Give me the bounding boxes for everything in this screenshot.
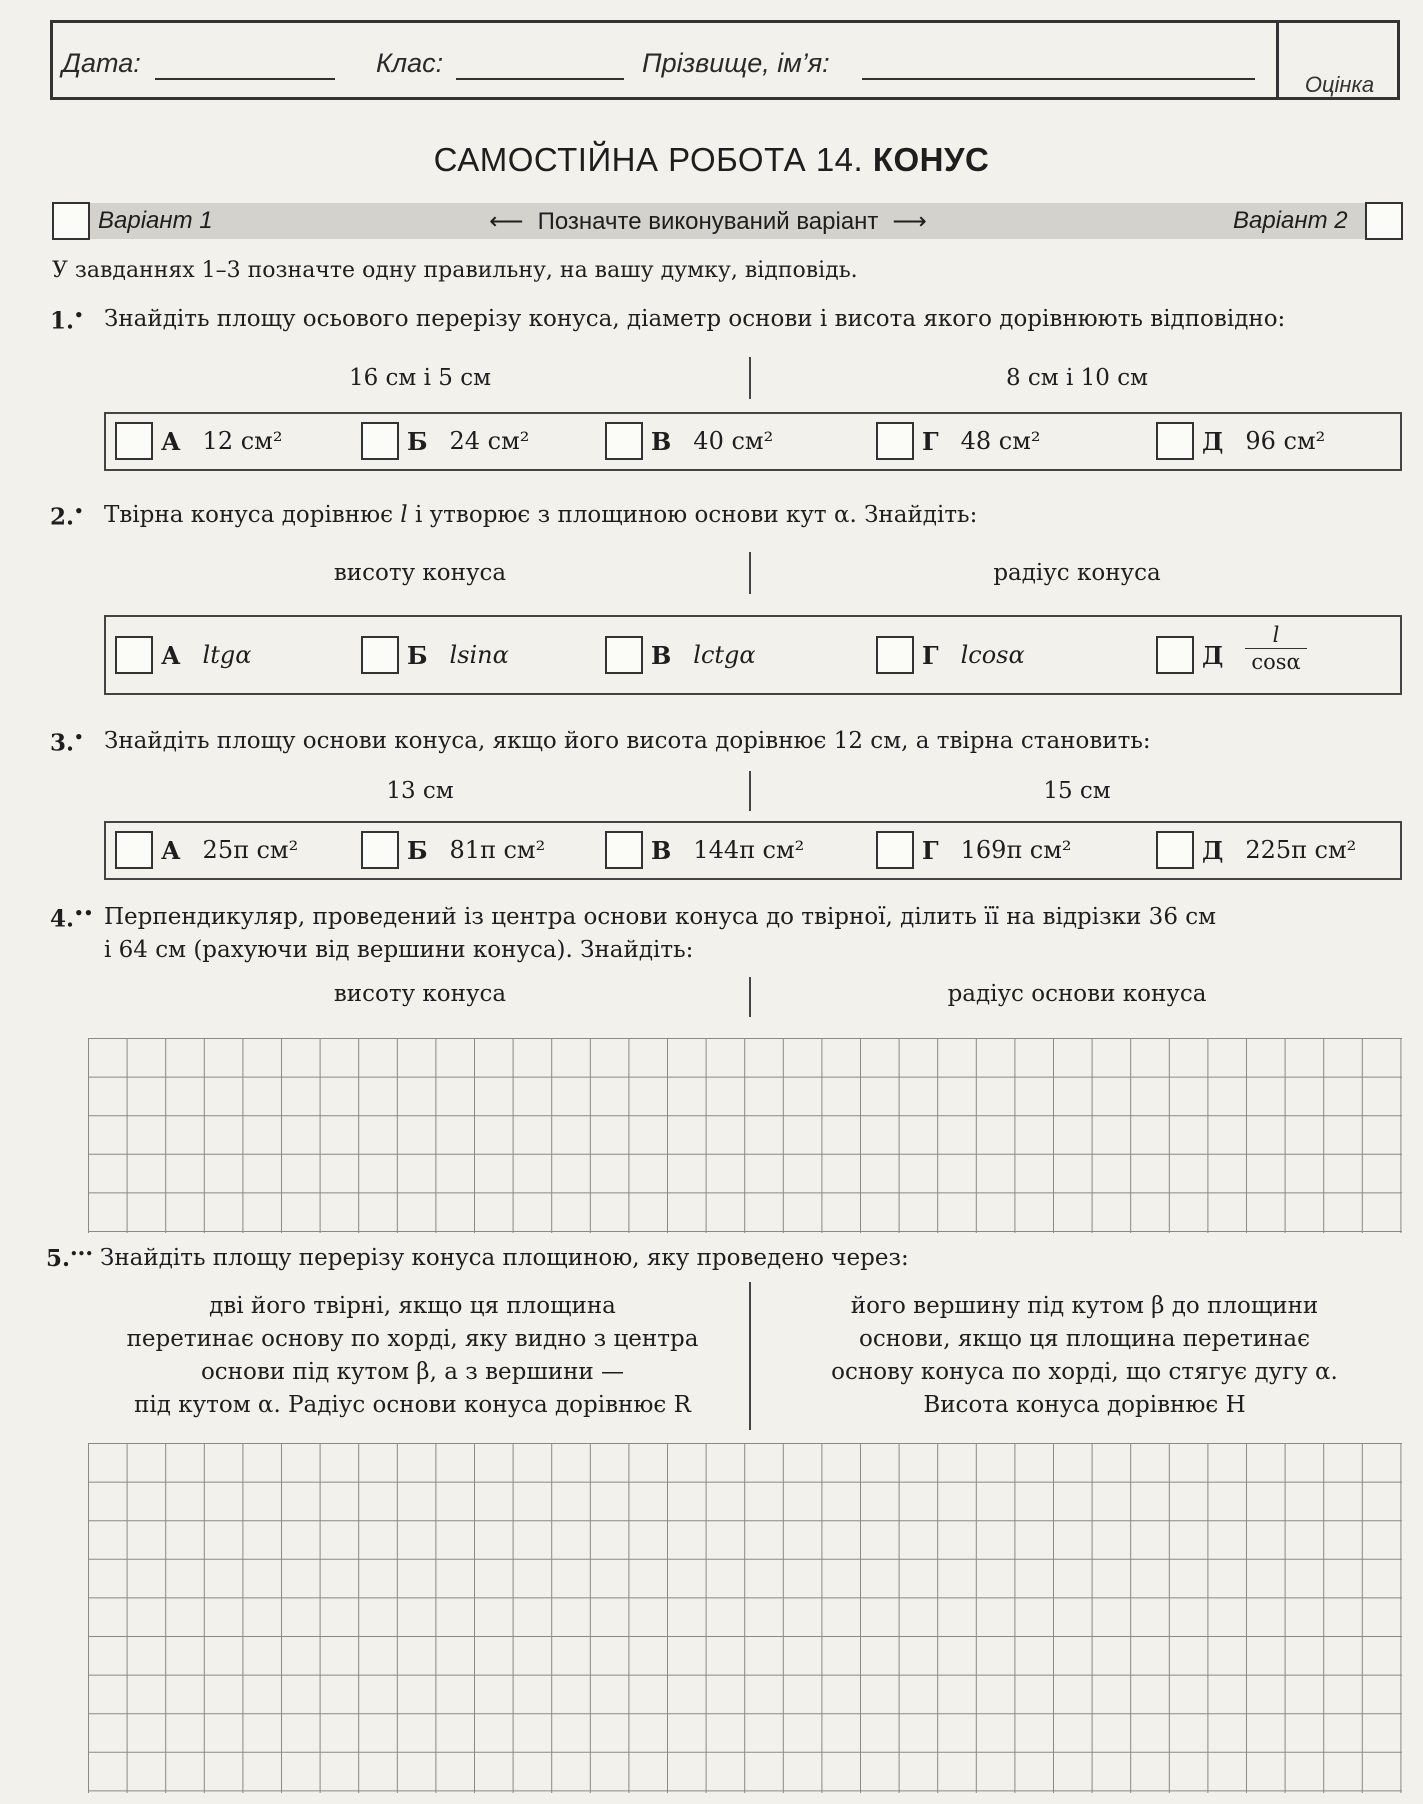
q1-option-b[interactable]: Б 24 см² (361, 422, 529, 460)
variant2-checkbox[interactable] (1365, 202, 1403, 240)
variant-instruction (402, 207, 1014, 236)
q1-option-a-checkbox[interactable] (115, 422, 153, 460)
q1-number: 1.• (50, 306, 84, 335)
q5-v1-line: перетинає основу по хорді, яку видно з центра (126, 1326, 699, 1352)
q2-option-a-checkbox[interactable] (115, 636, 153, 674)
arrow-left-icon: ⟵ (489, 208, 524, 235)
q5-variant1 (80, 1290, 745, 1422)
q4-text-line2: і 64 см (рахуючи від вершини конуса). Знайдіть: (104, 937, 694, 963)
q2-option-d[interactable]: Г lcosα (876, 636, 1025, 674)
instructions: У завданнях 1–3 позначте одну правильну, на вашу думку, відповідь. (52, 258, 858, 283)
grade-separator (1276, 20, 1279, 100)
q2-option-c[interactable]: В lctgα (605, 636, 756, 674)
variant-instruction-text: Позначте виконуваний варіант (537, 208, 879, 235)
q2-variant1: висоту конуса (333, 560, 507, 586)
title-prefix: САМОСТІЙНА РОБОТА 14. (433, 141, 864, 178)
q4-variant2: радіус основи конуса (947, 981, 1207, 1007)
q1-option-e-checkbox[interactable] (1156, 422, 1194, 460)
q3-number: 3.• (50, 728, 84, 757)
q3-option-d[interactable]: Г 169π см² (876, 831, 1072, 869)
q5-v1-line: дві його твірні, якщо ця площина (209, 1293, 616, 1319)
q5-v2-line: основу конуса по хорді, що стягує дугу α. (831, 1359, 1338, 1385)
q2-option-a[interactable]: А ltgα (115, 636, 251, 674)
q1-variant2: 8 см і 10 см (1005, 365, 1149, 391)
q3-option-e[interactable]: Д 225π см² (1156, 831, 1356, 869)
variant2-label: Варіант 2 (1233, 207, 1348, 234)
variant1-checkbox[interactable] (52, 202, 90, 240)
q1-text: Знайдіть площу осьового перерізу конуса, діаметр основи і висота якого дорівнюють відповідно: (104, 306, 1286, 332)
q1-option-b-checkbox[interactable] (361, 422, 399, 460)
q5-answer-grid[interactable] (88, 1443, 1403, 1795)
q3-option-b-checkbox[interactable] (361, 831, 399, 869)
q3-option-a[interactable]: А 25π см² (115, 831, 298, 869)
q2-option-b[interactable]: Б lsinα (361, 636, 509, 674)
q5-variant2 (752, 1290, 1417, 1422)
q2-option-e[interactable]: Д $\frac{l}{\cos\alpha}$ (1156, 624, 1307, 674)
q1-divider (749, 357, 751, 399)
q5-v2-line: основи, якщо ця площина перетинає (859, 1326, 1310, 1352)
q5-v1-line: під кутом α. Радіус основи конуса дорівнює R (134, 1392, 691, 1418)
q1-option-c[interactable]: В 40 см² (605, 422, 773, 460)
q4-text-line1: Перпендикуляр, проведений із центра основи конуса до твірної, ділить її на відрізки 36 см (104, 904, 1217, 930)
q3-option-e-checkbox[interactable] (1156, 831, 1194, 869)
q4-variant1: висоту конуса (333, 981, 507, 1007)
q5-number: 5.••• (46, 1245, 94, 1272)
q3-text: Знайдіть площу основи конуса, якщо його висота дорівнює 12 см, а твірна становить: (104, 728, 1151, 754)
q2-text: Твірна конуса дорівнює l і утворює з площиною основи кут α. Знайдіть: (104, 502, 978, 528)
q3-variant1: 13 см (386, 778, 454, 804)
q3-option-c[interactable]: В 144π см² (605, 831, 804, 869)
q1-option-c-checkbox[interactable] (605, 422, 643, 460)
q2-variant2: радіус конуса (993, 560, 1161, 586)
class-input-line[interactable] (456, 78, 624, 80)
q5-divider (749, 1282, 751, 1430)
q3-option-d-checkbox[interactable] (876, 831, 914, 869)
q1-option-e[interactable]: Д 96 см² (1156, 422, 1325, 460)
q2-option-e-checkbox[interactable] (1156, 636, 1194, 674)
q2-divider (749, 552, 751, 594)
q5-text: Знайдіть площу перерізу конуса площиною, яку проведено через: (100, 1245, 909, 1271)
q4-divider (749, 977, 751, 1017)
q2-number: 2.• (50, 502, 84, 531)
variant1-label: Варіант 1 (98, 207, 213, 234)
q3-option-c-checkbox[interactable] (605, 831, 643, 869)
q5-v1-line: основи під кутом β, а з вершини — (200, 1359, 625, 1385)
q2-option-b-checkbox[interactable] (361, 636, 399, 674)
grade-label: Оцінка (1304, 72, 1375, 97)
q1-option-d[interactable]: Г 48 см² (876, 422, 1040, 460)
q4-answer-grid[interactable] (88, 1038, 1403, 1233)
q3-option-b[interactable]: Б 81π см² (361, 831, 545, 869)
name-input-line[interactable] (862, 78, 1255, 80)
q2-option-d-checkbox[interactable] (876, 636, 914, 674)
name-label: Прізвище, ім’я: (642, 48, 830, 78)
arrow-right-icon: ⟶ (892, 208, 927, 235)
class-label: Клас: (376, 48, 444, 78)
q3-option-a-checkbox[interactable] (115, 831, 153, 869)
q1-variant1: 16 см і 5 см (348, 365, 492, 391)
q2-option-c-checkbox[interactable] (605, 636, 643, 674)
q1-option-a[interactable]: А 12 см² (115, 422, 282, 460)
q4-number: 4.•• (50, 904, 94, 933)
q3-divider (749, 771, 751, 811)
date-input-line[interactable] (155, 78, 335, 80)
q5-v2-line: Висота конуса дорівнює H (923, 1392, 1246, 1418)
title-topic: КОНУС (872, 141, 990, 178)
q1-option-d-checkbox[interactable] (876, 422, 914, 460)
q3-variant2: 15 см (1043, 778, 1111, 804)
q2-option-e-fraction: $\frac{l}{\cos\alpha}$ (1245, 624, 1306, 673)
page-title (0, 141, 1423, 179)
date-label: Дата: (62, 48, 141, 78)
q5-v2-line: його вершину під кутом β до площини (850, 1293, 1319, 1319)
